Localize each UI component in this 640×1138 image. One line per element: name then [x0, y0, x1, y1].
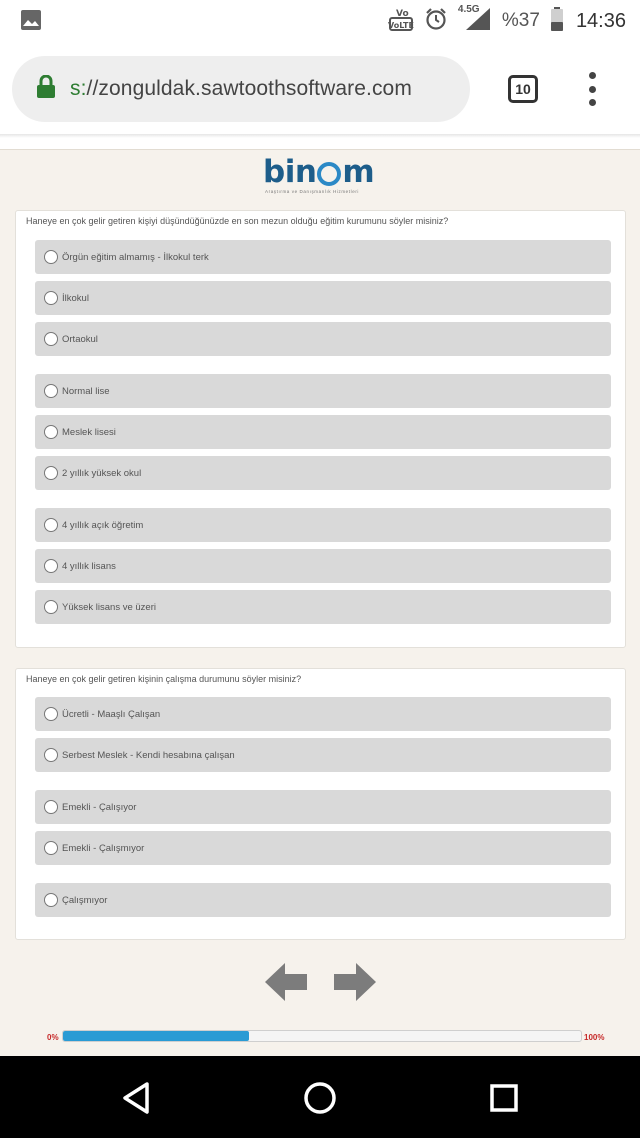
option-ucretli-maasli[interactable]: [35, 697, 611, 731]
network-type: 4.5G: [457, 3, 480, 15]
option-emekli-calisiyor[interactable]: [35, 790, 611, 824]
status-bar: [0, 0, 640, 42]
url-host: //zonguldak.sawtoothsoftware.com: [86, 77, 412, 100]
progress-max-label: 100%: [584, 1033, 605, 1042]
recents-icon[interactable]: [484, 1078, 524, 1118]
option-normal-lise[interactable]: [35, 374, 611, 408]
browser-toolbar: [0, 42, 640, 138]
radio-button[interactable]: [44, 707, 58, 721]
battery-icon: [550, 6, 564, 37]
radio-button[interactable]: [44, 250, 58, 264]
svg-text:VoLTE: VoLTE: [387, 20, 414, 30]
option-label: Serbest Meslek - Kendi hesabına çalışan: [62, 749, 235, 761]
tab-switcher-button[interactable]: 10: [508, 75, 538, 103]
clock: 14:36: [575, 9, 626, 32]
option-label: Çalışmıyor: [62, 894, 108, 906]
option-label: 4 yıllık lisans: [62, 560, 116, 572]
radio-button[interactable]: [44, 748, 58, 762]
back-icon[interactable]: [117, 1078, 157, 1118]
home-icon[interactable]: [300, 1078, 340, 1118]
radio-button[interactable]: [44, 466, 58, 480]
question-text: Haneye en çok gelir getiren kişinin çalışma durumunu söyler misiniz?: [26, 674, 302, 684]
radio-button[interactable]: [44, 425, 58, 439]
previous-arrow-icon[interactable]: [265, 963, 307, 1001]
progress-fill: [63, 1031, 249, 1041]
globe-icon: [317, 162, 341, 186]
address-bar[interactable]: [12, 56, 470, 122]
gallery-notification-icon: [20, 9, 42, 36]
browser-menu-icon[interactable]: [588, 72, 596, 106]
option-ortaokul[interactable]: [35, 322, 611, 356]
option-4-yillik-acik-ogretim[interactable]: [35, 508, 611, 542]
url-scheme: s:: [70, 77, 87, 100]
option-label: 2 yıllık yüksek okul: [62, 467, 142, 479]
radio-button[interactable]: [44, 291, 58, 305]
progress-min-label: 0%: [47, 1033, 59, 1042]
radio-button[interactable]: [44, 893, 58, 907]
option-label: Ortaokul: [62, 333, 98, 345]
logo-tagline: Araştırma ve Danışmanlık Hizmetleri: [265, 189, 360, 194]
radio-button[interactable]: [44, 332, 58, 346]
next-arrow-icon[interactable]: [334, 963, 376, 1001]
option-label: Normal lise: [62, 385, 110, 397]
radio-button[interactable]: [44, 841, 58, 855]
option-label: İlkokul: [62, 292, 89, 304]
option-emekli-calismiyor[interactable]: [35, 831, 611, 865]
question-education: [15, 210, 626, 648]
radio-button[interactable]: [44, 800, 58, 814]
survey-page: [0, 149, 640, 1056]
toolbar-divider: [0, 134, 640, 138]
signal-icon: [457, 3, 492, 37]
option-4-yillik-lisans[interactable]: [35, 549, 611, 583]
lock-icon[interactable]: [36, 75, 56, 104]
volte-icon: [388, 6, 414, 37]
url-text[interactable]: [70, 77, 412, 101]
svg-text:Vo: Vo: [395, 8, 409, 19]
option-label: Yüksek lisans ve üzeri: [62, 601, 156, 613]
option-label: Meslek lisesi: [62, 426, 116, 438]
system-nav-bar: [0, 1056, 640, 1138]
option-label: 4 yıllık açık öğretim: [62, 519, 144, 531]
option-label: Emekli - Çalışıyor: [62, 801, 137, 813]
logo-wordmark: bin m: [263, 154, 375, 190]
question-employment: [15, 668, 626, 940]
option-label: Ücretli - Maaşlı Çalışan: [62, 708, 161, 720]
option-serbest-meslek[interactable]: [35, 738, 611, 772]
option-yuksek-lisans[interactable]: [35, 590, 611, 624]
option-meslek-lisesi[interactable]: [35, 415, 611, 449]
alarm-icon: [424, 7, 448, 36]
radio-button[interactable]: [44, 600, 58, 614]
question-text: Haneye en çok gelir getiren kişiyi düşündüğünüzde en son mezun olduğu eğitim kurumunu söyler misiniz?: [26, 216, 449, 226]
battery-percent: %37: [501, 10, 540, 31]
progress-bar: [62, 1030, 582, 1042]
radio-button[interactable]: [44, 384, 58, 398]
option-label: Emekli - Çalışmıyor: [62, 842, 145, 854]
option-2-yillik-yuksek-okul[interactable]: [35, 456, 611, 490]
option-ilkokul[interactable]: [35, 281, 611, 315]
option-calismiyor[interactable]: [35, 883, 611, 917]
radio-button[interactable]: [44, 518, 58, 532]
radio-button[interactable]: [44, 559, 58, 573]
binom-logo: [263, 156, 383, 196]
option-label: Örgün eğitim almamış - İlkokul terk: [62, 251, 209, 263]
option-orgun-egitim-almamis[interactable]: [35, 240, 611, 274]
